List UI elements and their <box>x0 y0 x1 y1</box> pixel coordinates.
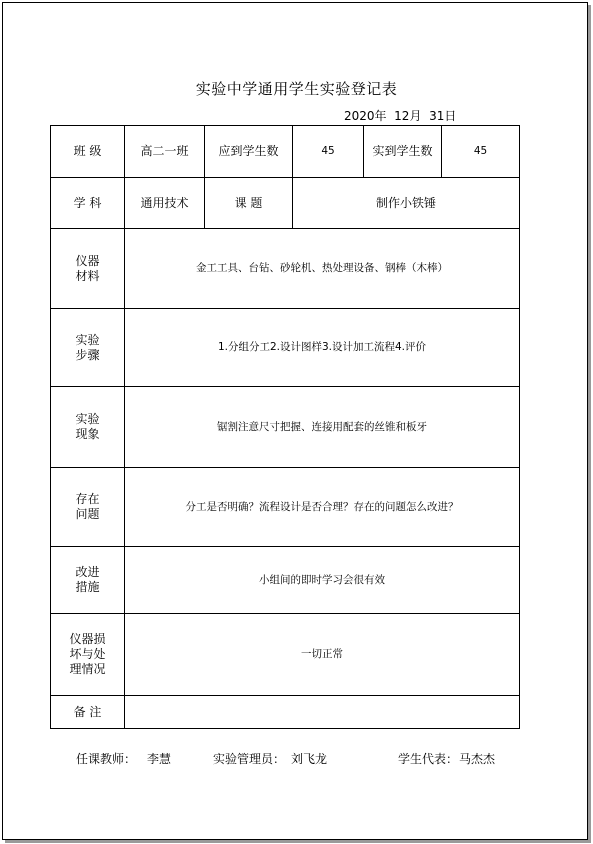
table-row <box>51 614 520 696</box>
remarks-label: 备 注 <box>51 696 125 729</box>
improvements-label: 改进 措施 <box>51 547 125 614</box>
materials-label: 仪器 材料 <box>51 229 125 309</box>
phenomena-value: 锯割注意尺寸把握、连接用配套的丝锥和板牙 <box>125 387 520 468</box>
actual-students-label: 实到学生数 <box>364 126 442 178</box>
expected-students-label: 应到学生数 <box>205 126 293 178</box>
table-row <box>51 387 520 468</box>
equipment-damage-label: 仪器损 坏与处 理情况 <box>51 614 125 696</box>
form-title: 实验中学通用学生实验登记表 <box>195 80 398 98</box>
registration-table <box>50 125 520 729</box>
improvements-value: 小组间的即时学习会很有效 <box>125 547 520 614</box>
remarks-value <box>125 696 520 729</box>
table-row <box>51 468 520 547</box>
steps-value: 1.分组分工2.设计图样3.设计加工流程4.评价 <box>125 309 520 387</box>
table-row <box>51 229 520 309</box>
materials-value: 金工工具、台钻、砂轮机、热处理设备、钢棒（木棒） <box>125 229 520 309</box>
teacher-label: 任课教师： <box>76 752 137 766</box>
student-rep-label: 学生代表： <box>398 752 459 766</box>
table-row <box>51 309 520 387</box>
admin-label: 实验管理员： <box>213 752 286 766</box>
steps-label: 实验 步骤 <box>51 309 125 387</box>
phenomena-label: 实验 现象 <box>51 387 125 468</box>
problems-value: 分工是否明确？流程设计是否合理？存在的问题怎么改进？ <box>125 468 520 547</box>
form-date: 2020年 12月 31日 <box>344 109 457 123</box>
student-rep-name: 马杰杰 <box>459 752 496 766</box>
actual-students-value: 45 <box>442 126 520 178</box>
table-row <box>51 126 520 178</box>
topic-value: 制作小铁锤 <box>293 178 520 229</box>
admin-name: 刘飞龙 <box>291 752 328 766</box>
problems-label: 存在 问题 <box>51 468 125 547</box>
table-row <box>51 178 520 229</box>
table-row <box>51 696 520 729</box>
subject-value: 通用技术 <box>125 178 205 229</box>
topic-label: 课 题 <box>205 178 293 229</box>
table-row <box>51 547 520 614</box>
equipment-damage-value: 一切正常 <box>125 614 520 696</box>
teacher-name: 李慧 <box>147 752 172 766</box>
subject-label: 学 科 <box>51 178 125 229</box>
expected-students-value: 45 <box>293 126 364 178</box>
class-value: 高二一班 <box>125 126 205 178</box>
class-label: 班 级 <box>51 126 125 178</box>
